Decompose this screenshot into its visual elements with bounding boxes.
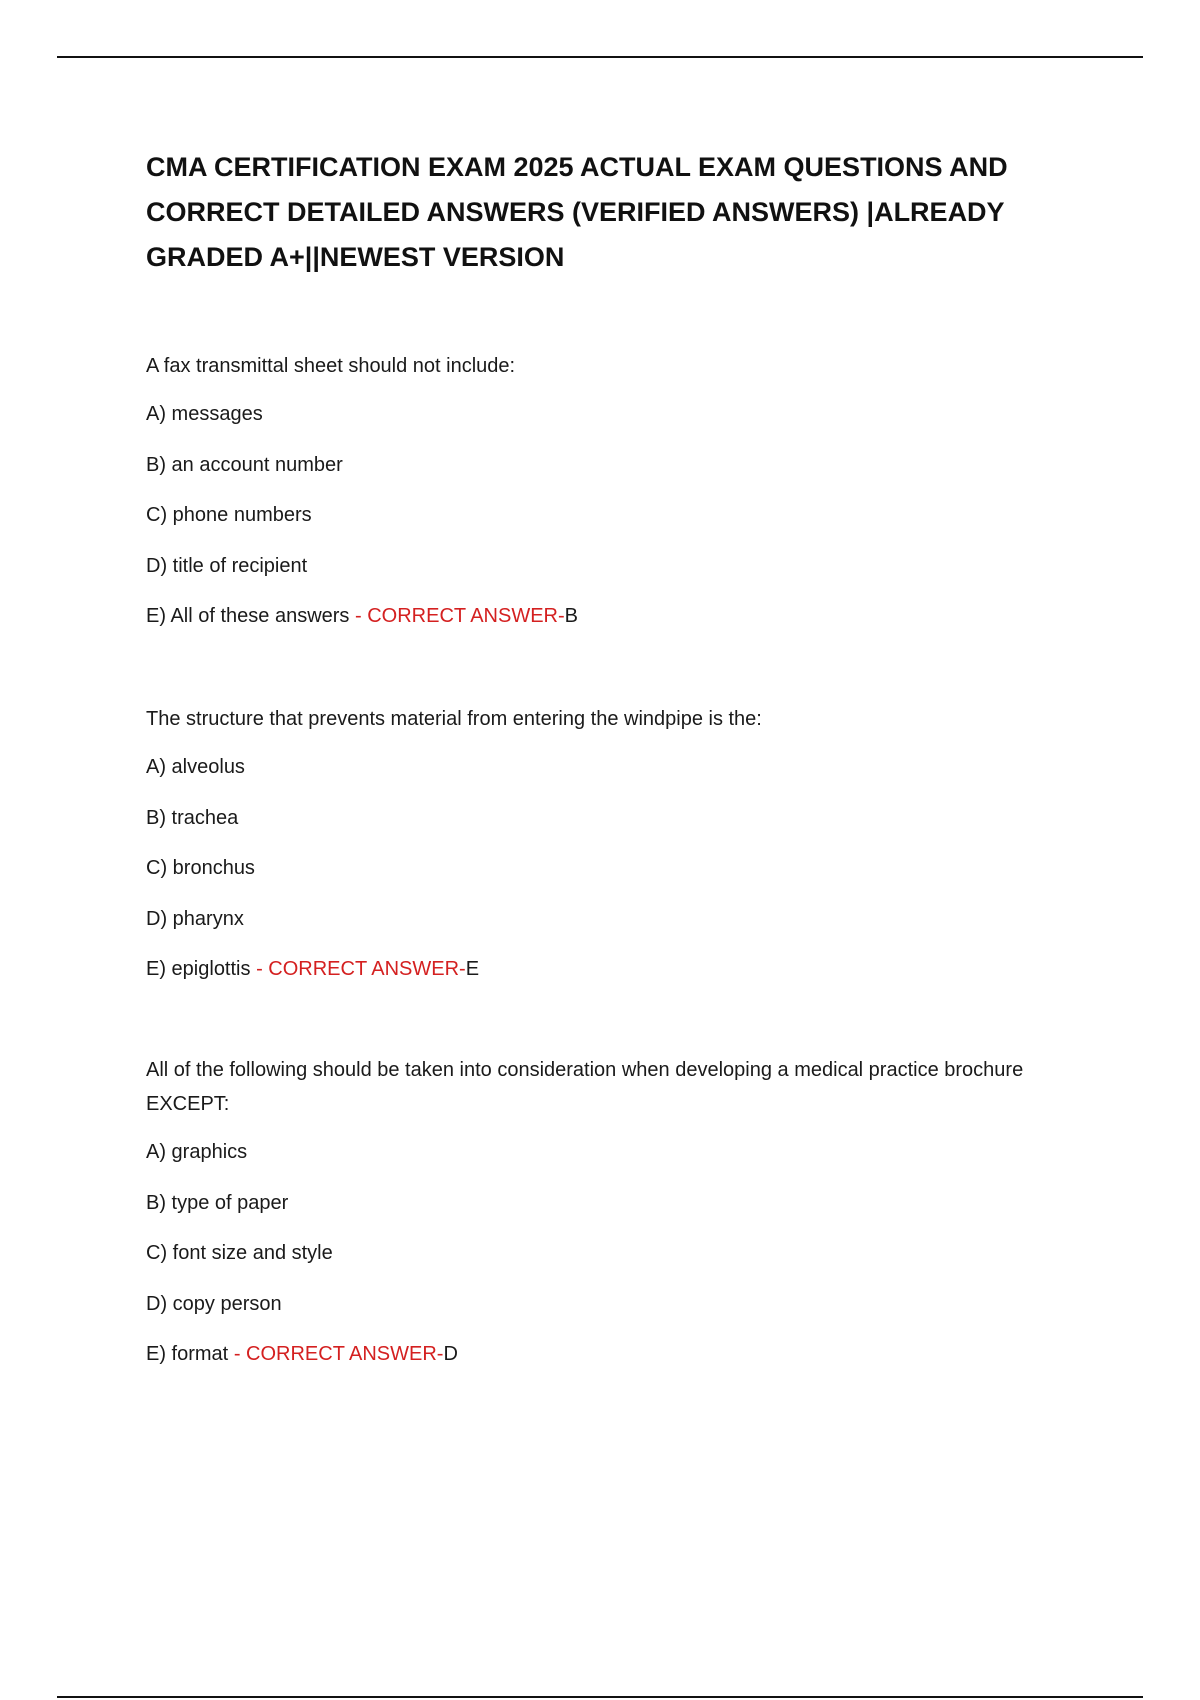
- question-1: [146, 349, 1046, 652]
- answer-letter: B: [564, 605, 578, 627]
- option: A) graphics: [146, 1141, 248, 1163]
- correct-answer-label: - CORRECT ANSWER-: [355, 605, 565, 627]
- question-stem: All of the following should be taken into consideration when developing a medical practice brochure EXCEPT:: [146, 1059, 1024, 1115]
- question-3: [146, 1053, 1046, 1390]
- option: C) bronchus: [146, 857, 255, 879]
- top-rule: [57, 56, 1143, 58]
- question-stem: The structure that prevents material from entering the windpipe is the:: [146, 708, 762, 730]
- option: E) All of these answers: [146, 605, 350, 627]
- answer-letter: D: [443, 1343, 458, 1365]
- option: E) epiglottis: [146, 958, 251, 980]
- correct-answer-label: - CORRECT ANSWER-: [256, 958, 466, 980]
- option: A) messages: [146, 403, 263, 425]
- option: B) an account number: [146, 453, 343, 476]
- bottom-rule: [57, 1696, 1143, 1698]
- option: B) type of paper: [146, 1191, 289, 1214]
- option-with-answer: [146, 1339, 1046, 1390]
- correct-answer-label: - CORRECT ANSWER-: [233, 1343, 444, 1365]
- option: D) copy person: [146, 1292, 282, 1315]
- option-with-answer: [146, 601, 1046, 652]
- question-stem: A fax transmittal sheet should not include:: [146, 355, 516, 377]
- option: B) trachea: [146, 806, 239, 829]
- document-title: CMA CERTIFICATION EXAM 2025 ACTUAL EXAM QUESTIONS AND CORRECT DETAILED ANSWERS (VERIFIED ANSWERS) |ALREADY GRADED A+||NEWEST VERSION: [146, 152, 1008, 272]
- option: C) phone numbers: [146, 504, 312, 526]
- option: E) format: [146, 1343, 229, 1365]
- option: D) pharynx: [146, 907, 244, 930]
- option-with-answer: [146, 954, 1046, 1005]
- question-2: [146, 702, 1046, 1005]
- option: D) title of recipient: [146, 554, 308, 577]
- option: A) alveolus: [146, 756, 245, 778]
- answer-letter: E: [465, 958, 480, 980]
- option: C) font size and style: [146, 1242, 333, 1264]
